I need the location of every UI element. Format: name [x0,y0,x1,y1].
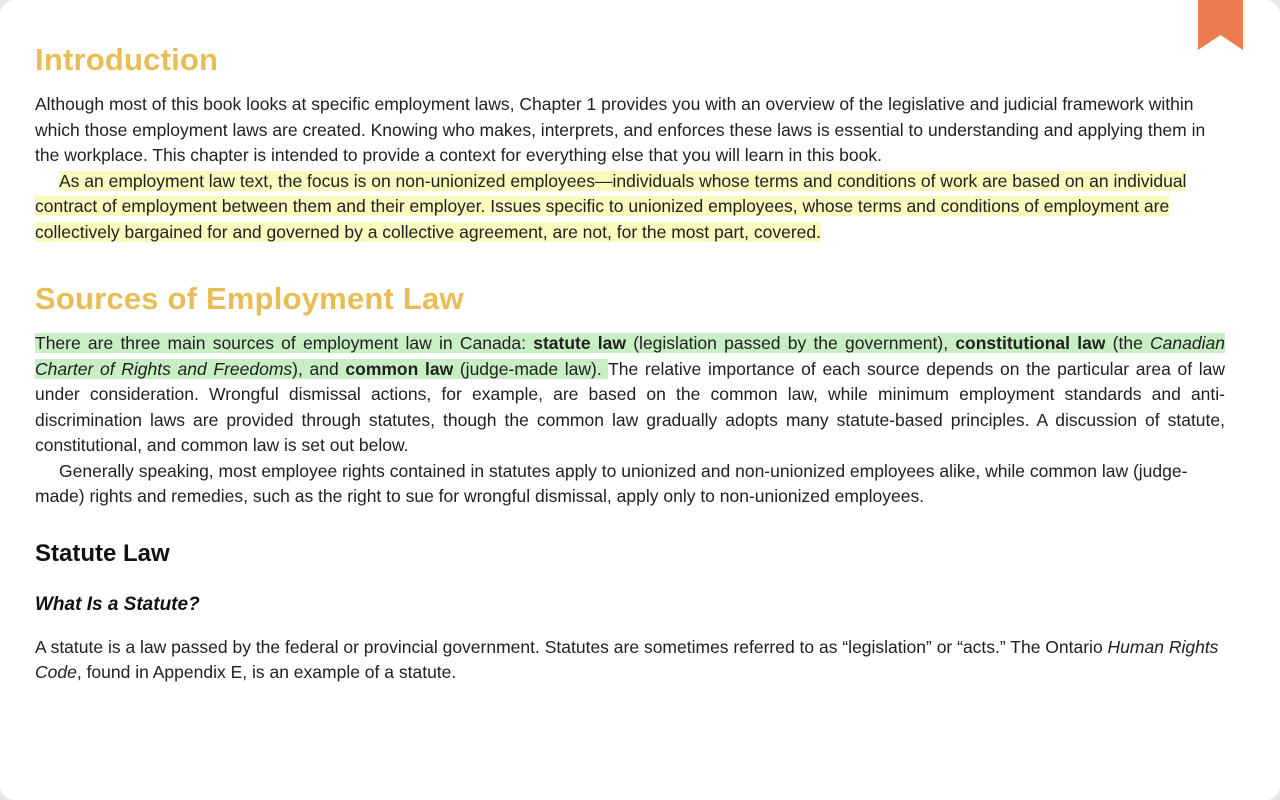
introduction-paragraph-2-highlighted [35,169,1225,246]
text-segment: ), and [292,358,346,379]
text-segment: There are three main sources of employment law in Canada: [35,333,534,353]
sources-of-employment-law-heading: Sources of Employment Law [35,281,464,316]
text-segment: A statute is a law passed by the federal or provincial government. Statutes are sometimes referred to as “legislation” or “acts.” The Ontario [35,636,1108,657]
text-segment: statute law [533,333,627,353]
text-segment: (judge-made law). [453,358,609,379]
statute-law-heading: Statute Law [35,539,170,567]
sources-paragraph-1 [35,331,1225,459]
text-segment: constitutional law [955,333,1106,353]
text-segment: The relative importance of each source depends on the particular area of law under consideration. Wrongful dismissal actions, for example, are based on the common law, while minimum employment standards and anti-discrimination laws are provided through statutes, though the common law gradually adopts many statute-based principles. A discussion of statute, constitutional, and common law is set out below. [35,358,1225,455]
text-segment: (legislation passed by the government), [626,333,956,353]
text-segment: (the [1105,333,1151,353]
statute-paragraph-1 [35,635,1225,686]
text-segment: , found in Appendix E, is an example of a statute. [76,662,457,682]
introduction-paragraph-1 [35,92,1225,169]
text-segment: Generally speaking, most employee rights contained in statutes apply to unionized and non-unionized employees alike, while common law (judge-made) rights and remedies, such as the right to sue for wrongful dismissal, apply only to non-unionized employees. [35,460,1188,506]
text-segment: Human Rights Code [35,636,1219,682]
text-segment: Although most of this book looks at specific employment laws, Chapter 1 provides you with an overview of the legislative and judicial framework within which those employment laws are created. Knowing who makes, interprets, and enforces these laws is essential to understanding and applying them in the workplace. This chapter is intended to provide a context for everything else that you will learn in this book. [35,94,1206,165]
what-is-a-statute-heading: What Is a Statute? [35,593,200,615]
sources-paragraph-2 [35,459,1225,510]
text-segment: Canadian Charter of Rights and Freedoms [35,333,1225,379]
introduction-heading: Introduction [35,42,219,77]
text-segment: common law [345,358,454,379]
text-segment: As an employment law text, the focus is on non-unionized employees—individuals whose terms and conditions of work are based on an individual contract of employment between them and their employer. Issues specific to unionized employees, whose terms and conditions of employment are collectively bargained for and governed by a collective agreement, are not, for the most part, covered. [35,170,1187,242]
